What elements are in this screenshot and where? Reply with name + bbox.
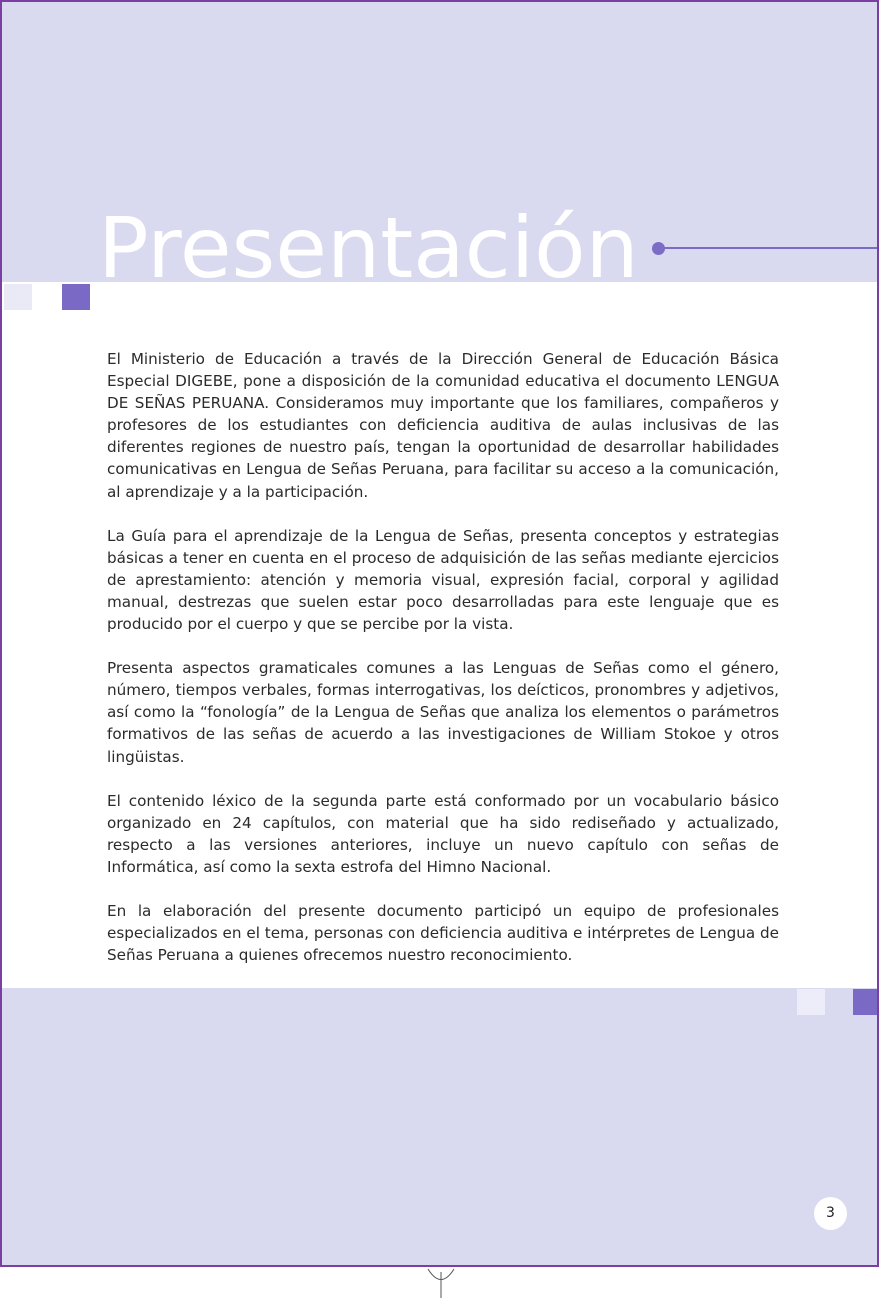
paragraph: La Guía para el aprendizaje de la Lengua de Señas, presenta conceptos y estrategias básicas a tener en cuenta en el proceso de adquisición de las señas mediante ejercicios de aprestamiento: atención y memoria visual, expresión facial, corporal y agilidad manual, destrezas que suelen estar poco desarrolladas para este lenguaje que es producido por el cuerpo y que se percibe por la vista. — [107, 526, 779, 634]
paragraph: El Ministerio de Educación a través de la Dirección General de Educación Básica Especial DIGEBE, pone a disposición de la comunidad educativa el documento LENGUA DE SEÑAS PERUANA. Consideramos muy importante que los familiares, compañeros y profesores de los estudiantes con deficiencia auditiva de aulas inclusivas de las diferentes regiones de nuestro país, tengan la oportunidad de desarrollar habilidades comunicativas en Lengua de Señas Peruana, para facilitar su acceso a la comunicación, al aprendizaje y a la participación. — [107, 350, 779, 501]
paragraph: Presenta aspectos gramaticales comunes a las Lenguas de Señas como el género, número, tiempos verbales, formas interrogativas, los deícticos, pronombres y adjetivos, así como la “fonología” de la Lengua de Señas que analiza los elementos o parámetros formativos de las señas de acuerdo a las investigaciones de William Stokoe y otros lingüistas. — [107, 659, 779, 766]
paragraph: En la elaboración del presente documento participó un equipo de profesionales especializados en el tema, personas con deficiencia auditiva e intérpretes de Lengua de Señas Peruana a quienes ofrecemos nuestro reconocimiento. — [107, 901, 779, 965]
title-rule-ornament — [662, 247, 879, 249]
page-number-badge: 3 — [814, 1197, 847, 1230]
crop-mark-icon — [425, 1268, 457, 1298]
decorative-square-accent — [853, 989, 879, 1015]
decorative-square-light — [4, 284, 32, 310]
paragraph: El contenido léxico de la segunda parte está conformado por un vocabulario básico organizado en 24 capítulos, con material que ha sido rediseñado y actualizado, respecto a las versiones anteriores, incluye un nuevo capítulo con señas de Informática, así como la sexta estrofa del Himno Nacional. — [107, 791, 779, 876]
decorative-square-light — [797, 989, 825, 1015]
footer-band — [2, 988, 877, 1267]
body-text — [107, 348, 779, 988]
page-title: Presentación — [98, 199, 639, 297]
decorative-square-accent — [62, 284, 90, 310]
